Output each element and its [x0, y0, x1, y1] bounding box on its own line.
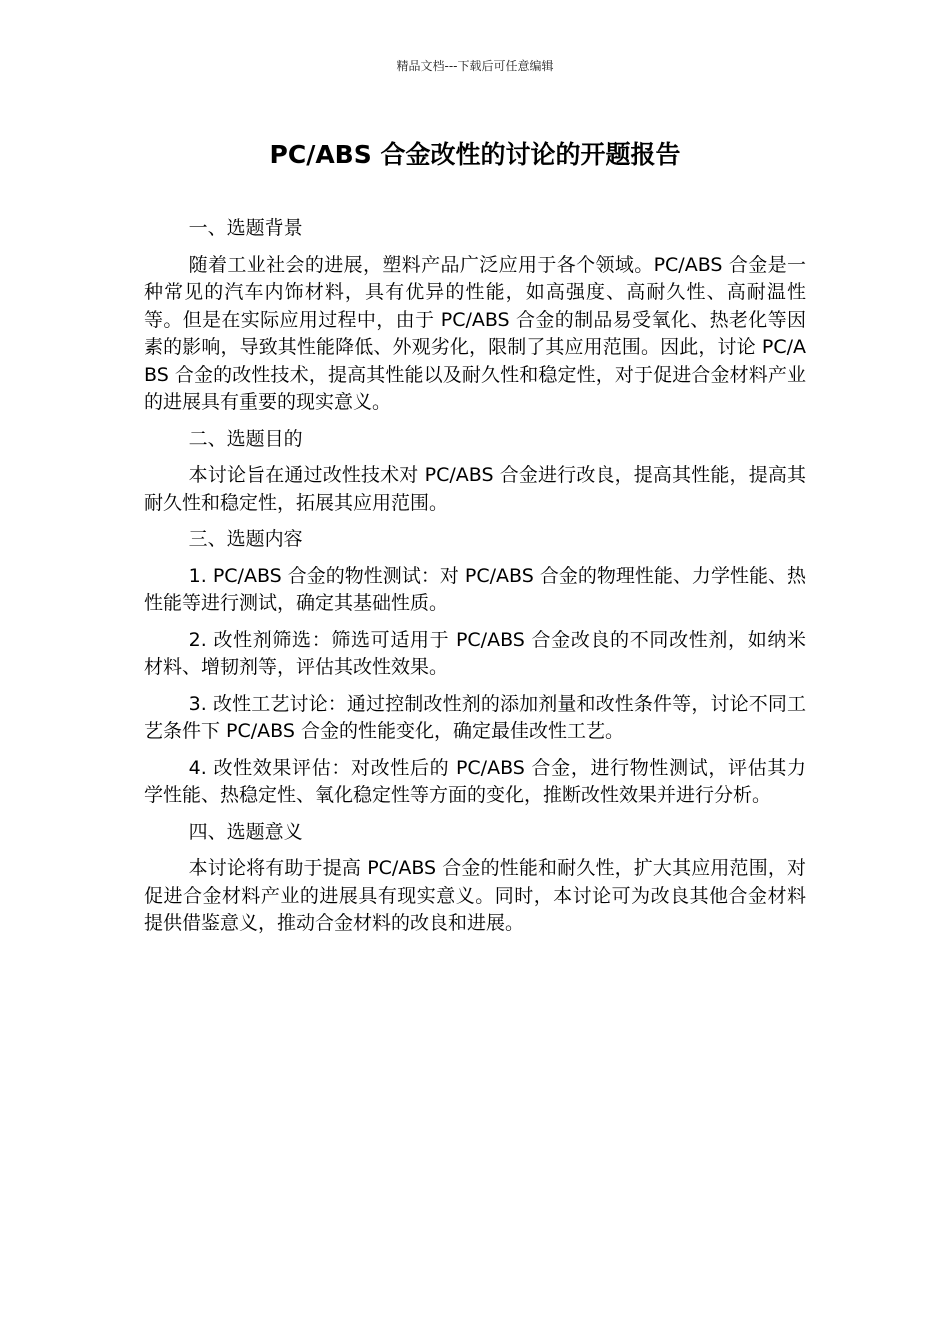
document-body	[144, 215, 806, 947]
document-title: PC/ABS 合金改性的讨论的开题报告	[269, 140, 681, 169]
section-heading-content: 三、选题内容	[188, 528, 303, 550]
paragraph-purpose: 本讨论旨在通过改性技术对 PC/ABS 合金进行改良，提高其性能，提高其耐久性和稳定性，拓展其应用范围。	[144, 464, 806, 514]
paragraph-significance: 本讨论将有助于提高 PC/ABS 合金的性能和耐久性，扩大其应用范围，对促进合金材料产业的进展具有现实意义。同时，本讨论可为改良其他合金材料提供借鉴意义，推动合金材料的改良和进展。	[144, 857, 806, 934]
paragraph-content-item-2: 2. 改性剂筛选：筛选可适用于 PC/ABS 合金改良的不同改性剂，如纳米材料、增韧剂等，评估其改性效果。	[144, 628, 806, 678]
section-heading-significance: 四、选题意义	[188, 820, 303, 843]
paragraph-background: 随着工业社会的进展，塑料产品广泛应用于各个领域。PC/ABS 合金是一种常见的汽车内饰材料，具有优异的性能，如高强度、高耐久性、高耐温性等。但是在实际应用过程中，由于 PC/ABS 合金的制品易受氧化、热老化等因素的影响，导致其性能降低、外观劣化，限制了其应用范围。因此，讨论 PC/ABS 合金的改性技术，提高其性能以及耐久性和稳定性，对于促进合金材料产业的进展具有重要的现实意义。	[144, 253, 806, 413]
section-heading-purpose: 二、选题目的	[188, 427, 303, 450]
paragraph-content-item-3: 3. 改性工艺讨论：通过控制改性剂的添加剂量和改性条件等，讨论不同工艺条件下 PC/ABS 合金的性能变化，确定最佳改性工艺。	[144, 692, 806, 742]
header-watermark: 精品文档---下载后可任意编辑	[396, 59, 554, 73]
paragraph-content-item-4: 4. 改性效果评估：对改性后的 PC/ABS 合金，进行物性测试，评估其力学性能、热稳定性、氧化稳定性等方面的变化，推断改性效果并进行分析。	[144, 756, 806, 806]
paragraph-content-item-1: 1. PC/ABS 合金的物性测试：对 PC/ABS 合金的物理性能、力学性能、热性能等进行测试，确定其基础性质。	[144, 564, 806, 614]
section-heading-background: 一、选题背景	[188, 217, 303, 239]
